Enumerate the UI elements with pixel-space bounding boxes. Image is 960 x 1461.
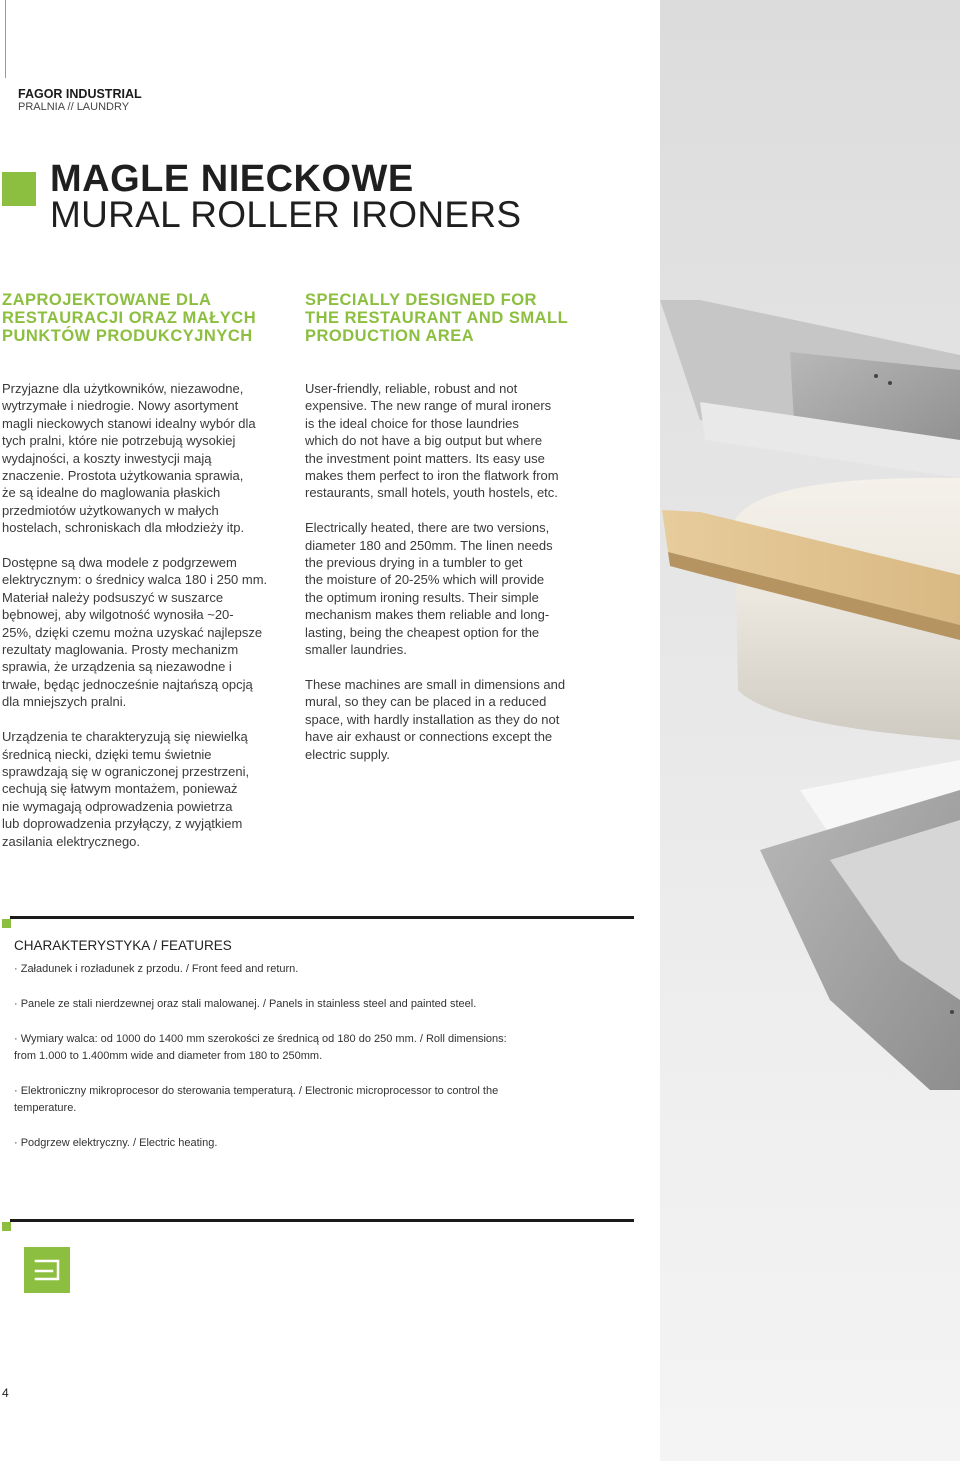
body-column-en bbox=[305, 380, 595, 780]
paragraph: User-friendly, reliable, robust and not expensive. The new range of mural ironers is the ideal choice for those laundries which do not have a big output but where the investment point matters. Its easy use makes them perfect to iron the flatwork from restaurants, small hotels, youth hostels, etc. bbox=[305, 381, 559, 501]
feature-item: · Panele ze stali nierdzewnej oraz stali malowanej. / Panels in stainless steel and painted steel. bbox=[14, 998, 477, 1010]
page-number: 4 bbox=[2, 1386, 9, 1400]
category-label: PRALNIA // LAUNDRY bbox=[18, 101, 130, 113]
laundry-icon bbox=[24, 1247, 70, 1293]
page-title-pl: MAGLE NIECKOWE bbox=[50, 158, 414, 200]
bottom-accent-square bbox=[2, 1222, 11, 1231]
page-title-en: MURAL ROLLER IRONERS bbox=[50, 194, 522, 235]
subtitle-en: SPECIALLY DESIGNED FOR THE RESTAURANT AND SMALL PRODUCTION AREA bbox=[305, 291, 569, 345]
feature-item: · Wymiary walca: od 1000 do 1400 mm szerokości ze średnicą od 180 do 250 mm. / Roll dimensions: from 1.000 to 1.400mm wide and diameter from 180 to 250mm. bbox=[14, 1033, 507, 1062]
title-accent-square bbox=[2, 172, 36, 206]
paragraph: Electrically heated, there are two versions, diameter 180 and 250mm. The linen needs the previous drying in a tumbler to get the moisture of 20-25% which will provide the optimum ironing results. Their simple mechanism makes them reliable and long- lasting, being the cheapest option for the smaller laundries. bbox=[305, 520, 553, 658]
subtitle-pl: ZAPROJEKTOWANE DLA RESTAURACJI ORAZ MAŁYCH PUNKTÓW PRODUKCYJNYCH bbox=[2, 291, 257, 345]
paragraph: Przyjazne dla użytkowników, niezawodne, wytrzymałe i niedrogie. Nowy asortyment magli nieckowych stanowi idealny wybór dla tych pralni, które nie potrzebują wysokiej wydajności, a koszty inwestycji mają znaczenie. Prostota użytkowania sprawia, że są idealne do maglowania płaskich przedmiotów użytkowanych w małych hostelach, schroniskach dla młodzieży itp. bbox=[2, 381, 256, 536]
brand-name: FAGOR INDUSTRIAL bbox=[18, 87, 142, 101]
paragraph: Dostępne są dwa modele z podgrzewem elektrycznym: o średnicy walca 180 i 250 mm. Materiał należy podsuszyć w suszarce bębnowej, aby wilgotność wynosiła ~20- 25%, dzięki czemu można uzyskać najlepsze rezultaty maglowania. Prosty mechanizm sprawia, że urządzenia są niezawodne i trwałe, będąc jednocześnie najtańszą opcją dla mniejszych pralni. bbox=[2, 555, 268, 710]
features-title: CHARAKTERYSTYKA / FEATURES bbox=[14, 938, 232, 953]
feature-item: · Elektroniczny mikroprocesor do sterowania temperaturą. / Electronic microprocessor to control the temperature. bbox=[14, 1085, 499, 1114]
paragraph: Urządzenia te charakteryzują się niewielką średnicą niecki, dzięki temu świetnie sprawdzają się w ograniczonej przestrzeni, cechują się łatwym montażem, ponieważ nie wymagają odprowadzenia powietrza lub doprowadzenia przyłączy, z wyjątkiem zasilania elektrycznego. bbox=[2, 729, 250, 849]
bottom-rule bbox=[10, 1219, 634, 1222]
features-accent-square bbox=[2, 919, 11, 928]
paragraph: These machines are small in dimensions and mural, so they can be placed in a reduced space, with hardly installation as they do not have air exhaust or connections except the electric supply. bbox=[305, 676, 566, 762]
feature-item: · Podgrzew elektryczny. / Electric heating. bbox=[14, 1137, 218, 1149]
margin-line bbox=[5, 0, 6, 78]
body-column-pl bbox=[2, 380, 287, 867]
features-top-rule bbox=[10, 916, 634, 919]
feature-item: · Załadunek i rozładunek z przodu. / Front feed and return. bbox=[14, 963, 299, 975]
